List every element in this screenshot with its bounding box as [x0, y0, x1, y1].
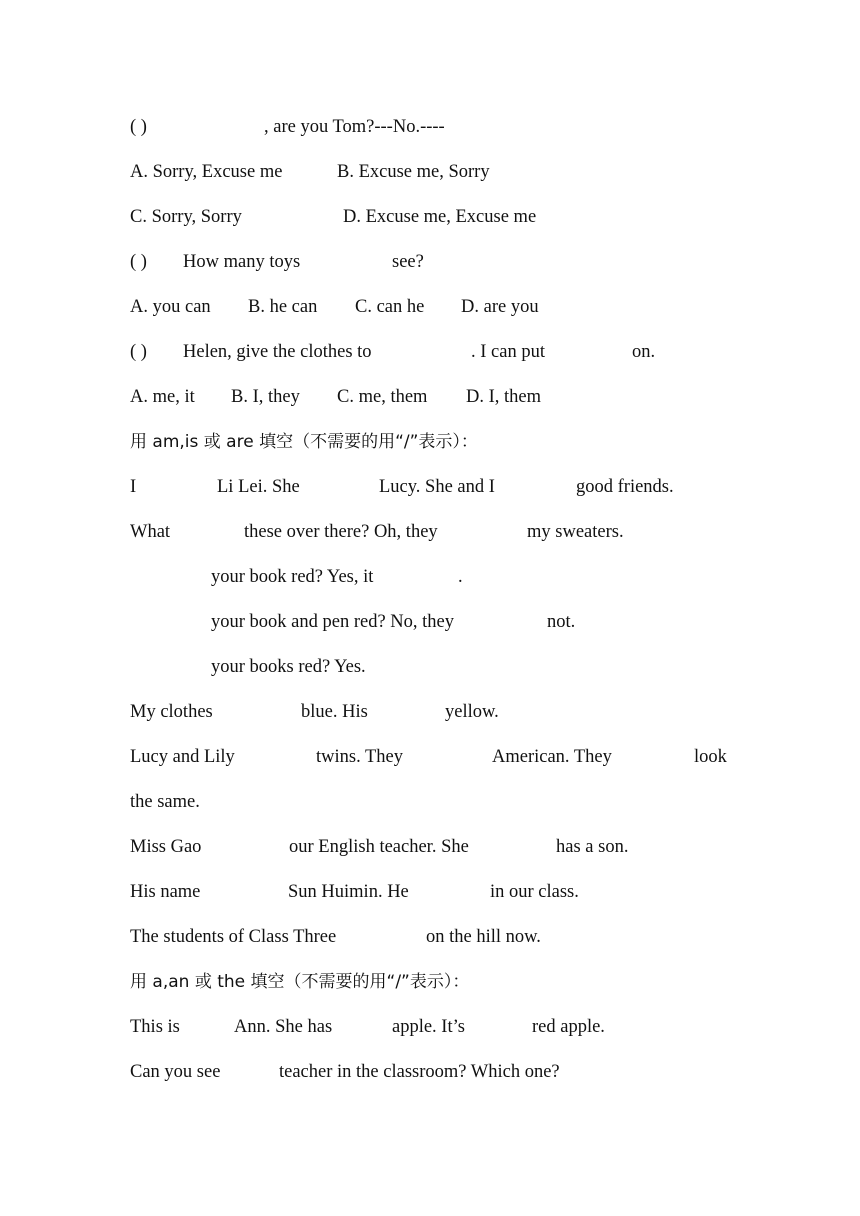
answer-paren: ( )	[130, 117, 147, 137]
option-c: C. can he	[355, 297, 425, 317]
text-segment: yellow.	[445, 702, 499, 722]
text-segment: not.	[547, 612, 576, 632]
question-stem-part-3: on.	[632, 342, 656, 362]
text-segment: your book red? Yes, it	[211, 567, 374, 587]
text-segment: our English teacher. She	[289, 837, 469, 857]
answer-paren: ( )	[130, 252, 147, 272]
option-c: C. Sorry, Sorry	[130, 207, 242, 227]
text-segment: The students of Class Three	[130, 927, 337, 947]
text-segment: these over there? Oh, they	[244, 522, 438, 542]
question-stem-part-1: How many toys	[183, 252, 301, 272]
text-segment: has a son.	[556, 837, 629, 857]
option-a: A. Sorry, Excuse me	[130, 162, 283, 182]
text-segment: red apple.	[532, 1017, 605, 1037]
text-segment: in our class.	[490, 882, 579, 902]
text-segment: I	[130, 477, 137, 497]
text-segment: look	[694, 747, 727, 767]
text-segment: on the hill now.	[426, 927, 541, 947]
text-segment: Li Lei. She	[217, 477, 300, 497]
question-stem-part-1: Helen, give the clothes to	[183, 342, 372, 362]
text-segment: My clothes	[130, 702, 213, 722]
instruction-text: 用 a,an 或 the 填空（不需要的用“/”表示）：	[130, 972, 470, 992]
text-segment: your book and pen red? No, they	[211, 612, 455, 632]
question-stem: , are you Tom?---No.----	[264, 117, 445, 137]
option-b: B. Excuse me, Sorry	[337, 162, 490, 182]
text-segment: American. They	[492, 747, 612, 767]
text-segment: Sun Huimin. He	[288, 882, 409, 902]
text-segment: .	[458, 567, 463, 587]
text-segment: your books red? Yes.	[211, 657, 366, 677]
option-d: D. I, them	[466, 387, 542, 407]
option-b: B. he can	[248, 297, 318, 317]
text-segment: the same.	[130, 792, 200, 812]
option-d: D. are you	[461, 297, 539, 317]
option-c: C. me, them	[337, 387, 428, 407]
text-segment: teacher in the classroom? Which one?	[279, 1062, 560, 1082]
text-segment: Lucy. She and I	[379, 477, 495, 497]
text-segment: my sweaters.	[527, 522, 624, 542]
instruction-text: 用 am,is 或 are 填空（不需要的用“/”表示）：	[130, 432, 478, 452]
answer-paren: ( )	[130, 342, 147, 362]
text-segment: His name	[130, 882, 201, 902]
text-segment: What	[130, 522, 171, 542]
option-b: B. I, they	[231, 387, 300, 407]
text-segment: apple. It’s	[392, 1017, 465, 1037]
question-stem-part-2: . I can put	[471, 342, 545, 362]
text-segment: Can you see	[130, 1062, 221, 1082]
option-d: D. Excuse me, Excuse me	[343, 207, 537, 227]
text-segment: twins. They	[316, 747, 404, 767]
text-segment: Lucy and Lily	[130, 747, 235, 767]
text-segment: blue. His	[301, 702, 368, 722]
text-segment: Ann. She has	[234, 1017, 333, 1037]
text-segment: Miss Gao	[130, 837, 202, 857]
text-segment: This is	[130, 1017, 180, 1037]
question-stem-part-2: see?	[392, 252, 424, 272]
option-a: A. me, it	[130, 387, 195, 407]
option-a: A. you can	[130, 297, 211, 317]
text-segment: good friends.	[576, 477, 674, 497]
